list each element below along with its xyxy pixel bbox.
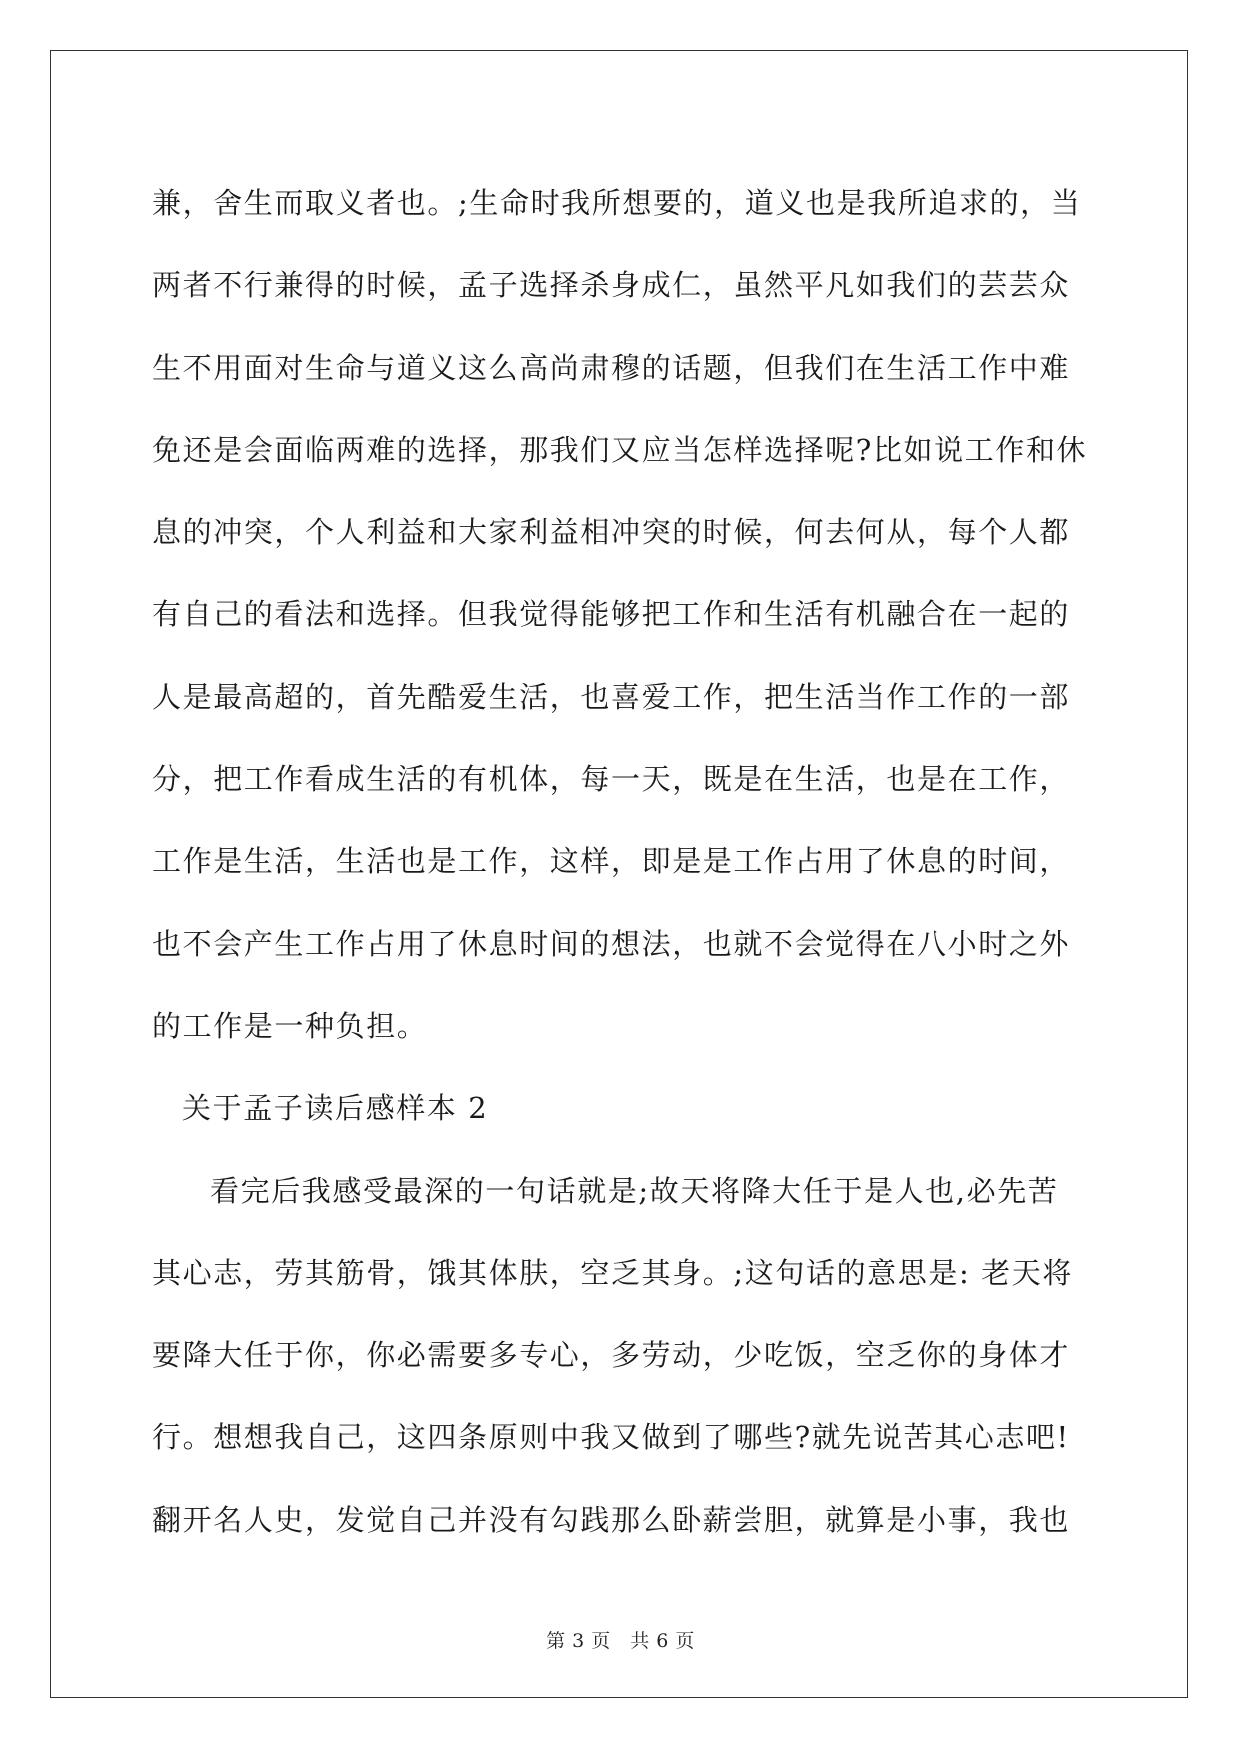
text-line: 行。想想我自己，这四条原则中我又做到了哪些?就先说苦其心志吧! (152, 1420, 1070, 1455)
text-line: 的工作是一种负担。 (152, 1008, 428, 1043)
text-line: 免还是会面临两难的选择，那我们又应当怎样选择呢?比如说工作和休 (152, 432, 1088, 467)
text-line: 看完后我感受最深的一句话就是;故天将降大任于是人也,必先苦 (210, 1173, 1059, 1208)
text-line: 翻开名人史，发觉自己并没有勾践那么卧薪尝胆，就算是小事，我也 (152, 1502, 1071, 1537)
section-heading: 关于孟子读后感样本 2 (182, 1091, 489, 1126)
text-line: 也不会产生工作占用了休息时间的想法，也就不会觉得在八小时之外 (152, 926, 1071, 961)
text-line: 两者不行兼得的时候，孟子选择杀身成仁，虽然平凡如我们的芸芸众 (152, 268, 1071, 303)
document-body (152, 162, 1092, 1561)
page-number: 第 3 页 共 6 页 (546, 1630, 695, 1652)
text-line: 工作是生活，生活也是工作，这样，即是是工作占用了休息的时间， (152, 844, 1071, 879)
text-line: 人是最高超的，首先酷爱生活，也喜爱工作，把生活当作工作的一部 (152, 679, 1071, 714)
text-line: 生不用面对生命与道义这么高尚肃穆的话题，但我们在生活工作中难 (152, 350, 1071, 385)
text-line: 有自己的看法和选择。但我觉得能够把工作和生活有机融合在一起的 (152, 597, 1071, 632)
text-line: 兼，舍生而取义者也。;生命时我所想要的，道义也是我所追求的，当 (152, 186, 1082, 220)
text-line: 要降大任于你，你必需要多专心，多劳动，少吃饭，空乏你的身体才 (152, 1338, 1071, 1373)
text-line: 分，把工作看成生活的有机体，每一天，既是在生活，也是在工作， (152, 762, 1071, 797)
text-line: 其心志，劳其筋骨，饿其体肤，空乏其身。;这句话的意思是: 老天将 (152, 1255, 1073, 1290)
text-line: 息的冲突，个人利益和大家利益相冲突的时候，何去何从，每个人都 (152, 515, 1071, 550)
